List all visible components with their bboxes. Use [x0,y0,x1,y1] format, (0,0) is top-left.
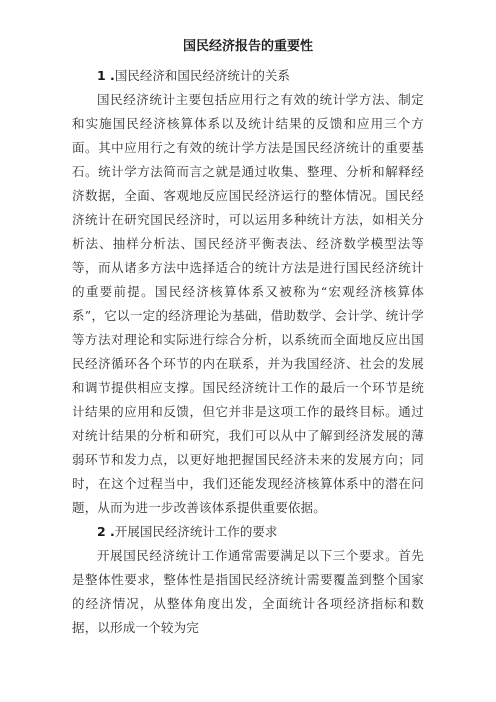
document-body [72,64,424,640]
section-2-number: 2 . [97,524,115,539]
section-1-heading [72,64,424,88]
document-title: 国民经济报告的重要性 [182,39,313,54]
section-2-heading [72,520,424,544]
section-2-paragraph: 开展国民经济统计工作通常需要满足以下三个要求。首先是整体性要求，整体性是指国民经济统计需要覆盖到整个国家的经济情况，从整体角度出发，全面统计各项经济指标和数据，以形成一个较为完 [72,548,424,635]
section-1-paragraph: 国民经济统计主要包括应用行之有效的统计学方法、制定和实施国民经济核算体系以及统计结果的反馈和应用三个方面。其中应用行之有效的统计学方法是国民经济统计的重要基石。统计学方法简而言之就是通过收集、整理、分析和解释经济数据，全面、客观地反应国民经济运行的整体情况。国民经济统计在研究国民经济时，可以运用多种统计方法，如相关分析法、抽样分析法、国民经济平衡表法、经济数学模型法等等，而从诸多方法中选择适合的统计方法是进行国民经济统计的重要前提。国民经济核算体系又被称为“宏观经济核算体系”，它以一定的经济理论为基础，借助数学、会计学、统计学等方法对理论和实际进行综合分析，以系统而全面地反应出国民经济循环各个环节的内在联系，并为我国经济、社会的发展和调节提供相应支撑。国民经济统计工作的最后一个环节是统计结果的应用和反馈，但它并非是这项工作的最终目标。通过对统计结果的分析和研究，我们可以从中了解到经济发展的薄弱环节和发力点，以更好地把握国民经济未来的发展方向；同时，在这个过程当中，我们还能发现经济核算体系中的潜在问题，从而为进一步改善该体系提供重要依据。 [72,92,424,515]
section-2-title: 开展国民经济统计工作的要求 [114,524,278,539]
section-1-number: 1 . [97,68,115,83]
section-1-title: 国民经济和国民经济统计的关系 [114,68,290,83]
